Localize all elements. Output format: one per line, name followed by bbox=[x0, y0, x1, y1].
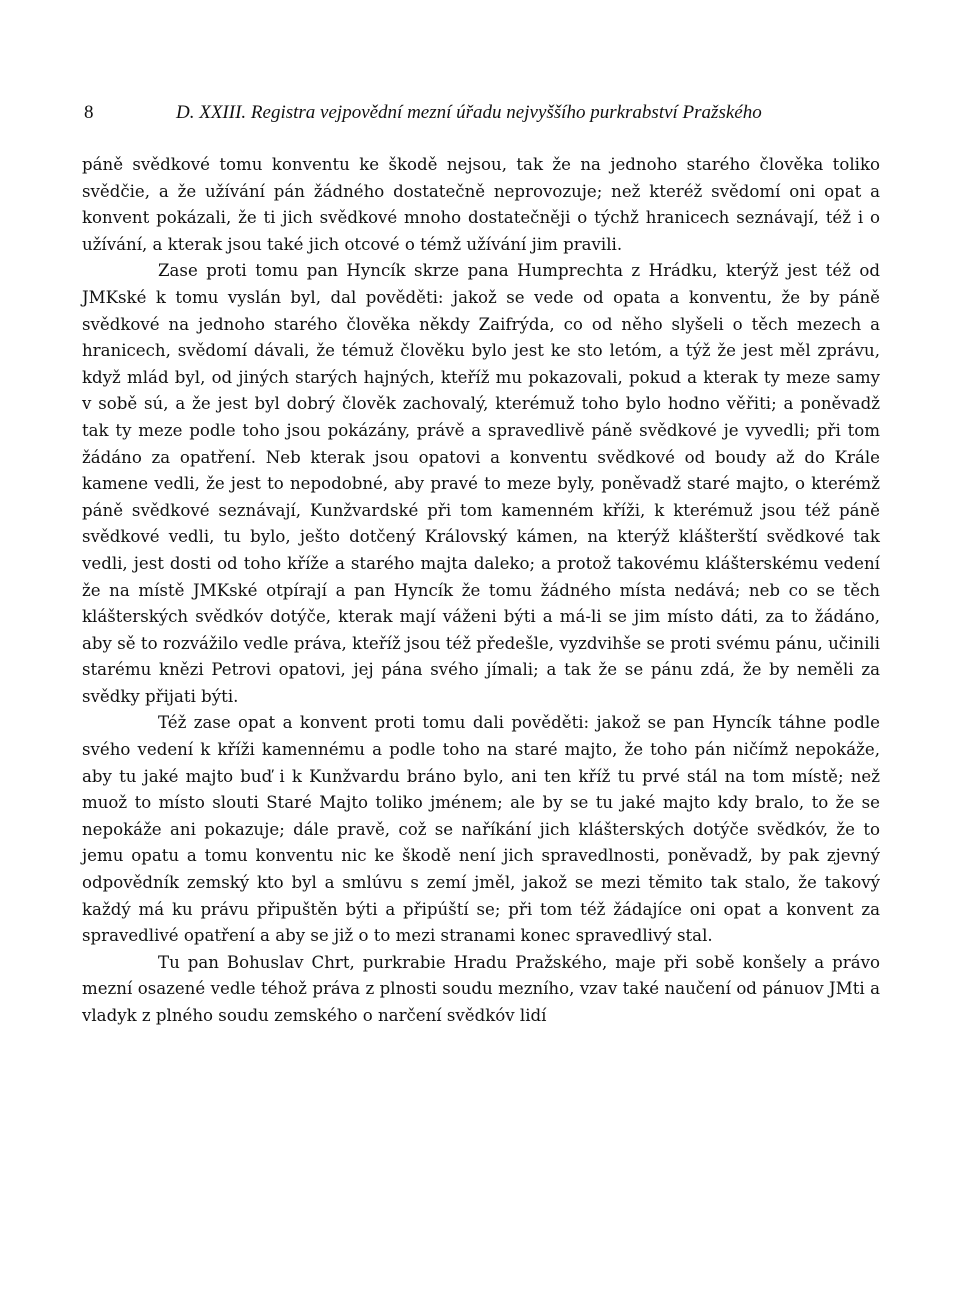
paragraph: Zase proti tomu pan Hyncík skrze pana Humprechta z Hrádku, kterýž jest též od JMKské k tomu vyslán byl, dal pověděti: jakož se vede od opata a konventu, že by páně svědkové na jednoho starého člověka někdy Zaifrýda, co od něho slyšeli o těch mezech a hranicech, svědomí dávali, že témuž člověku bylo jest ke sto letóm, a týž že jest měl zprávu, když mlád byl, od jiných starých hajných, kteříž mu pokazovali, pokud a kterak ty meze samy v sobě sú, a že jest byl dobrý člověk zachovalý, kterémuž toho bylo hodno věřiti; a poněvadž tak ty meze podle toho jsou pokázány, právě a spravedlivě páně svědkové je vyvedli; při tom žádáno za opatření. Neb kterak jsou opatovi a konventu svědkové od boudy až do Krále kamene vedli, že jest to nepodobné, aby pravé to meze byly, poněvadž staré majto, o kterémž páně svědkové seznávají, Kunžvardské při tom kamenném kříži, k kterémuž jsou též páně svědkové vedli, tu bylo, ješto dotčený Královský kámen, na kterýž klášterští svědkové tak vedli, jest dosti od toho kříže a starého majta daleko; a protož takovému klášterskému vedení že na místě JMKské otpírají a pan Hyncík že tomu žádného místa nedává; neb co se těch klášterských svědkóv dotýče, kterak mají váženi býti a má-li se jim místo dáti, za to žádáno, aby sě to rozvážilo vedle práva, kteříž jsou též předešle, vyzdvihše se proti svému pánu, učinili starému knězi Petrovi opatovi, jej pána svého jímali; a tak že se pánu zdá, že by neměli za svědky přijati býti. bbox=[82, 261, 880, 706]
paragraph: Tu pan Bohuslav Chrt, purkrabie Hradu Pražského, maje při sobě konšely a právo mezní osazené vedle téhož práva z plnosti soudu mezního, vzav také naučení od pánuov JMti a vladyk z plného soudu zemského o narčení svědkóv lidí bbox=[82, 952, 880, 1025]
running-header bbox=[84, 102, 884, 130]
paragraph: Též zase opat a konvent proti tomu dali pověděti: jakož se pan Hyncík táhne podle svého vedení k kříži kamennému a podle toho na staré majto, že toho pán ničímž nepokáže, aby tu jaké majto buď i k Kunžvardu bráno bylo, ani ten kříž tu prvé stál na tom místě; než muož to místo slouti Staré Majto toliko jménem; ale by se tu jaké majto kdy bralo, to že se nepokáže ani pokazuje; dále pravě, což se naříkání jich klášterských dotýče svědkóv, že to jemu opatu a tomu konventu nic ke škodě není jich spravedlnosti, poněvadž, by pak zjevný odpovědník zemský kto byl a smlúvu s zemí jměl, jakož se mezi těmito tak stalo, že takový každý má ku právu připuštěn býti a připúští se; při tom též žádajíce oni opat a konvent za spravedlivé opatření a aby se již o to mezi stranami konec spravedlivý stal. bbox=[82, 713, 880, 946]
running-title: D. XXIII. Registra vejpovědní mezní úřadu nejvyššího purkrabství Pražského bbox=[176, 102, 762, 123]
page-number: 8 bbox=[84, 102, 94, 123]
paragraph-continued: páně svědkové tomu konventu ke škodě nejsou, tak že na jednoho starého člověka toliko svědčie, a že užívání pán žádného dostatečně neprovozuje; než kteréž svědomí oni opat a konvent pokázali, že ti jich svědkové mnoho dostatečněji o týchž hranicech seznávají, též i o užívání, a kterak jsou také jich otcové o témž užívání jim pravili. bbox=[82, 155, 880, 254]
body-text bbox=[82, 152, 880, 1030]
